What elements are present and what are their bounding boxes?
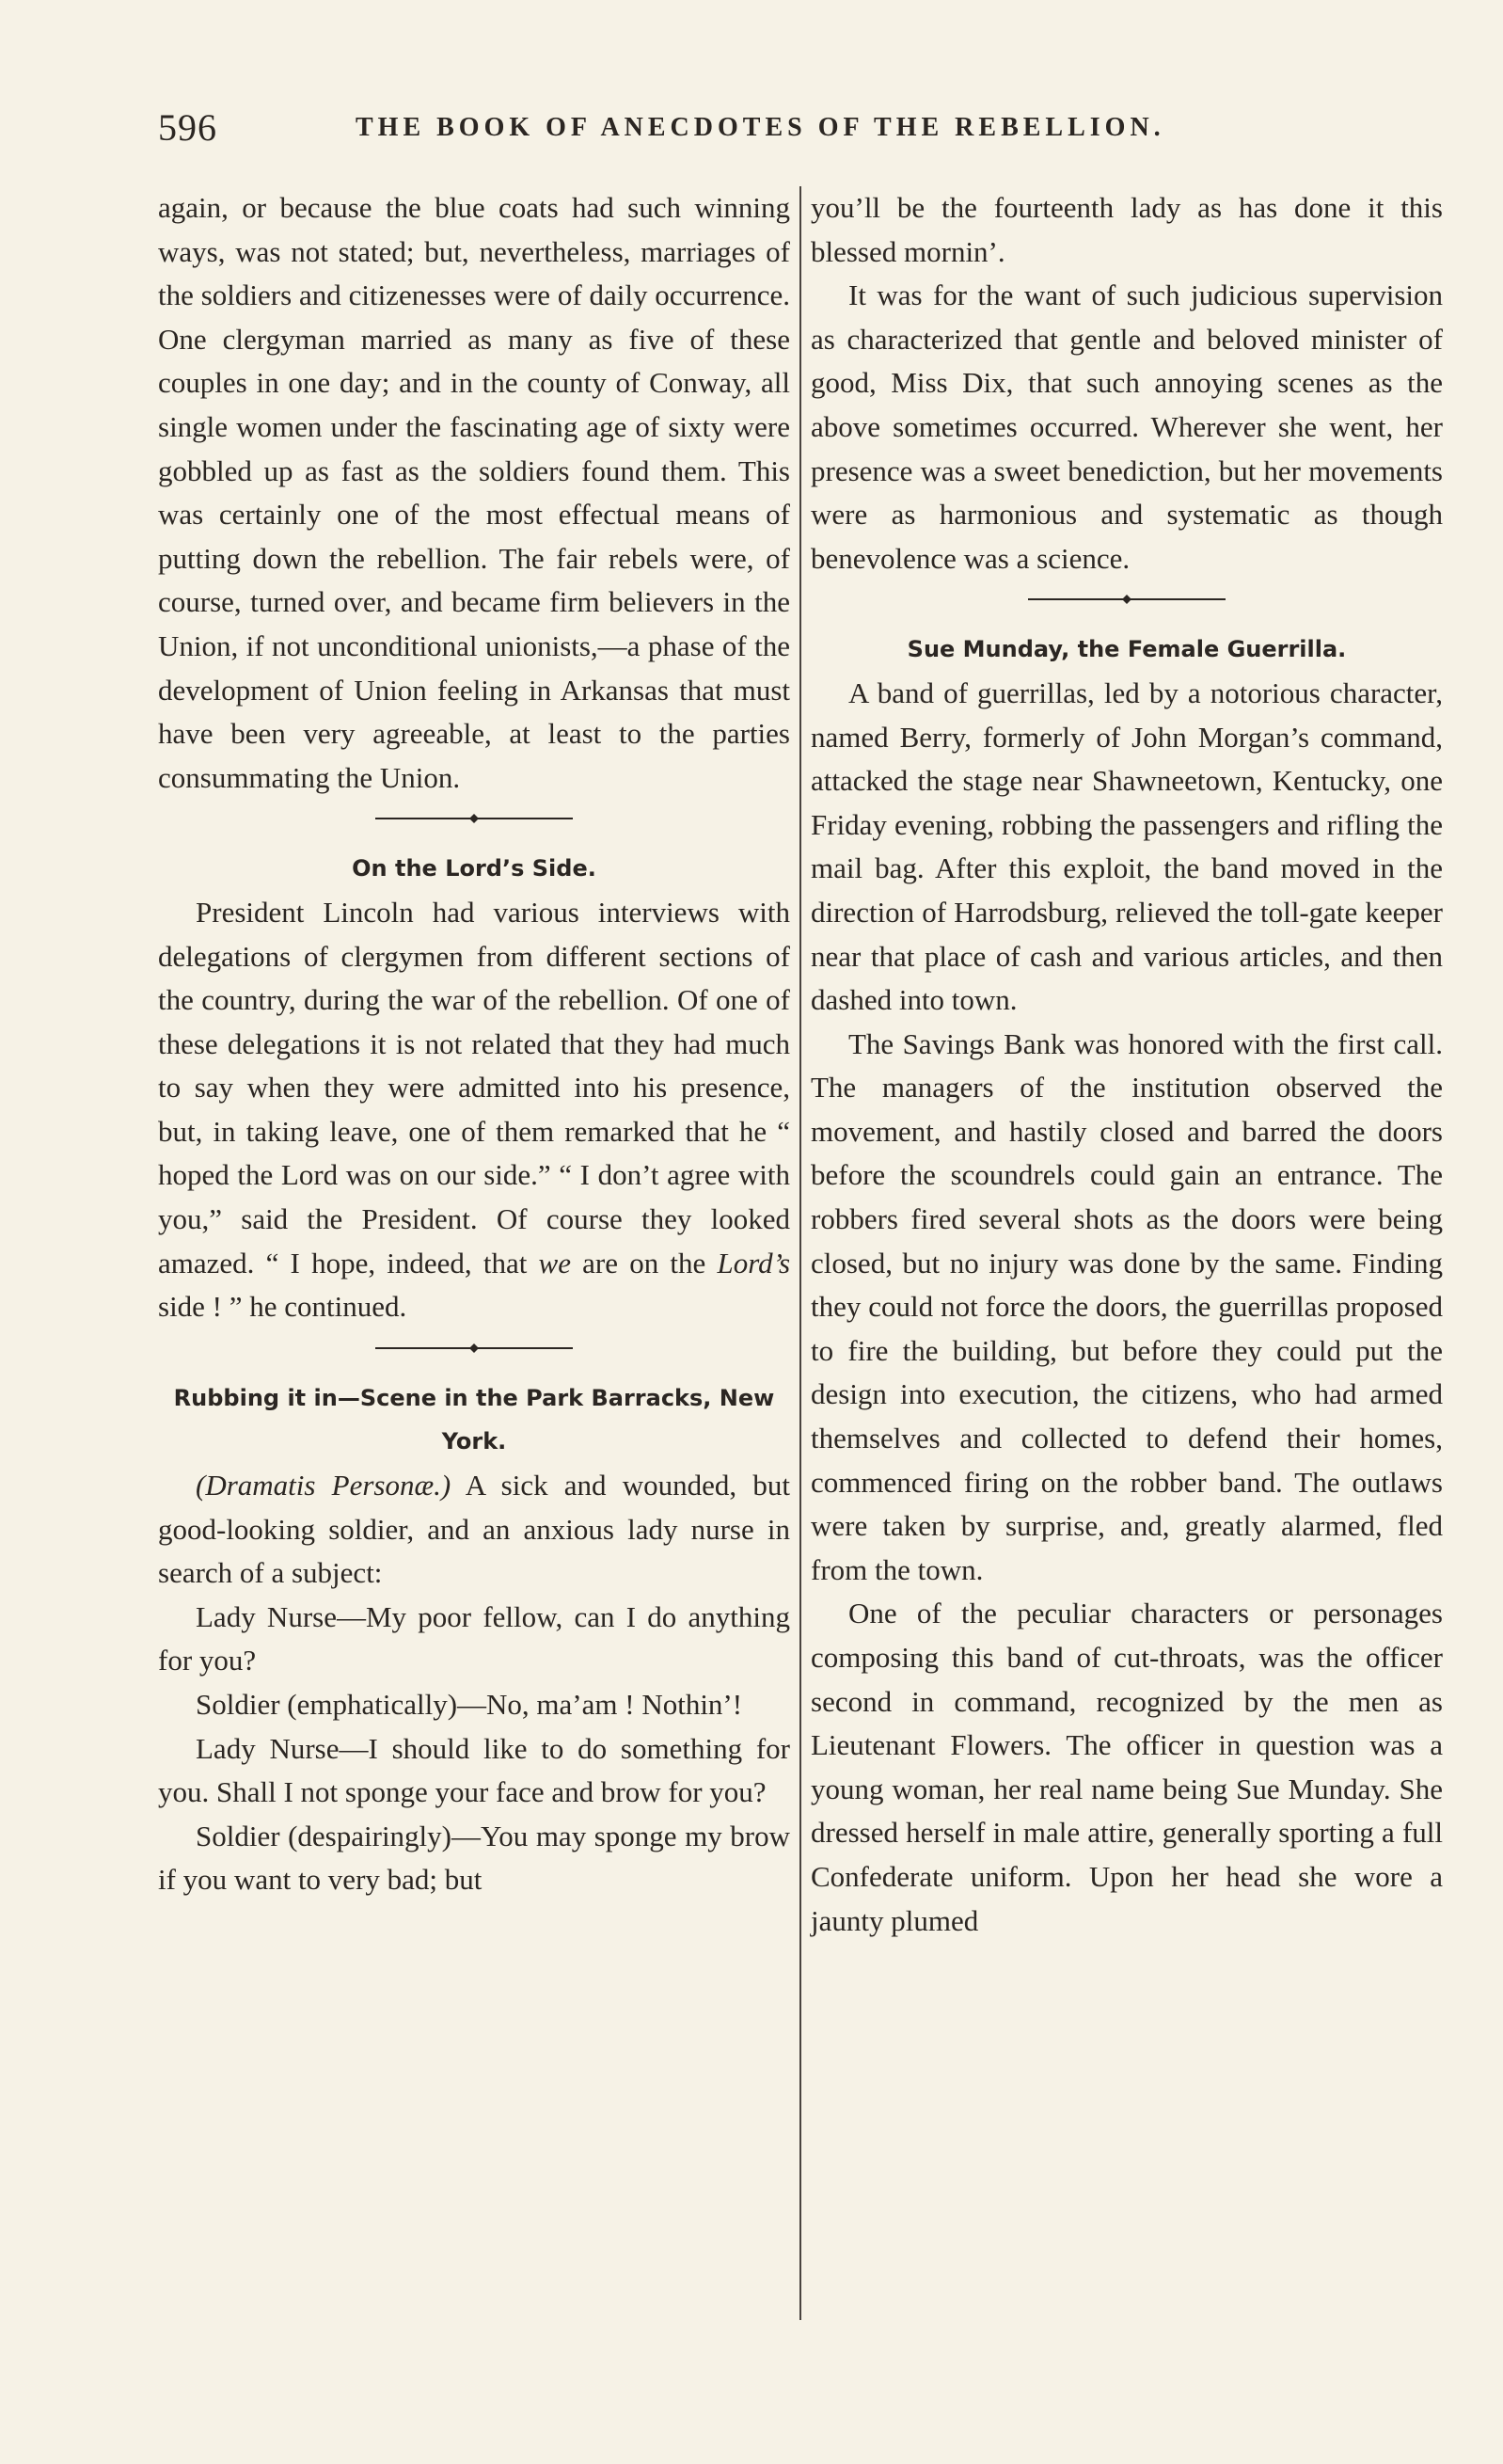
section-heading: Sue Munday, the Female Guerrilla. <box>907 636 1347 663</box>
page-number: 596 <box>158 106 217 149</box>
column-rule <box>799 186 801 2320</box>
section-heading: On the Lord’s Side. <box>352 855 596 882</box>
paragraph: you’ll be the fourteenth lady as has done it this blessed mornin’. <box>811 191 1443 268</box>
paragraph: Lady Nurse—I should like to do something for you. Shall I not sponge your face and brow for you? <box>158 1731 790 1809</box>
paragraph: It was for the want of such judicious supervision as characterized that gentle and beloved minister of good, Miss Dix, that such annoying scenes as the above sometimes occurred. Wherever she went, her presence was a sweet benediction, but her movements were as harmonious and systematic as though benevolence was a science. <box>811 278 1443 575</box>
paragraph: The Savings Bank was honored with the first call. The managers of the institution observed the movement, and hastily closed and barred the doors before the scoundrels could gain an entrance. The robbers fired several shots as the doors were being closed, but no injury was done by the same. Finding they could not force the doors, the guerrillas proposed to fire the building, but before they could put the design into execution, the citizens, who had armed themselves and collected to defend their homes, commenced firing on the robber band. The outlaws were taken by surprise, and, greatly alarmed, fled from the town. <box>811 1026 1443 1586</box>
section-separator <box>375 1339 573 1358</box>
paragraph: President Lincoln had various interviews with delegations of clergymen from different sections of the country, during the war of the rebellion. Of one of these delegations it is not related that they had much to say when they were admitted into his presence, but, in taking leave, one of them remarked that he “ hoped the Lord was on our side.” “ I don’t agree with you,” said the President. Of course they looked amazed. “ I hope, indeed, that we are on the Lord’s side ! ” he continued. <box>158 895 791 1324</box>
paragraph: Lady Nurse—My poor fellow, can I do anything for you? <box>158 1599 790 1677</box>
paragraph: (Dramatis Personæ.) A sick and wounded, but good-looking soldier, and an anxious lady nurse in search of a subject: <box>158 1469 791 1590</box>
left-column <box>158 186 790 1902</box>
right-column <box>811 186 1443 1943</box>
paragraph: Soldier (despairingly)—You may sponge my brow if you want to very bad; but <box>158 1819 790 1897</box>
page-header <box>158 105 1315 152</box>
section-separator <box>1028 590 1226 609</box>
running-head: THE BOOK OF ANECDOTES OF THE REBELLION. <box>356 113 1165 142</box>
section-heading: Rubbing it in—Scene in the Park Barracks, New York. <box>173 1384 775 1455</box>
paragraph: again, or because the blue coats had such winning ways, was not stated; but, nevertheless, marriages of the soldiers and citizenesses were of daily occurrence. One clergyman married as many as five of these couples in one day; and in the county of Conway, all single women under the fascinating age of sixty were gobbled up as fast as the soldiers found them. This was certainly one of the most effectual means of putting down the rebellion. The fair rebels were, of course, turned over, and became firm believers in the Union, if not unconditional unionists,—a phase of the development of Union feeling in Arkansas that must have been very agreeable, at least to the parties consummating the Union. <box>158 191 790 794</box>
paragraph: One of the peculiar characters or personages composing this band of cut-throats, was the officer second in command, recognized by the men as Lieutenant Flowers. The officer in question was a young woman, her real name being Sue Munday. She dressed herself in male attire, generally sporting a full Confederate uniform. Upon her head she wore a jaunty plumed <box>811 1597 1443 1937</box>
paragraph: A band of guerrillas, led by a notorious character, named Berry, formerly of John Morgan’s command, attacked the stage near Shawneetown, Kentucky, one Friday evening, robbing the passengers and rifling the mail bag. After this exploit, the band moved in the direction of Harrodsburg, relieved the toll-gate keeper near that place of cash and various articles, and then dashed into town. <box>811 676 1443 1017</box>
paragraph: Soldier (emphatically)—No, ma’am ! Nothin’! <box>196 1688 743 1721</box>
section-separator <box>375 809 573 828</box>
